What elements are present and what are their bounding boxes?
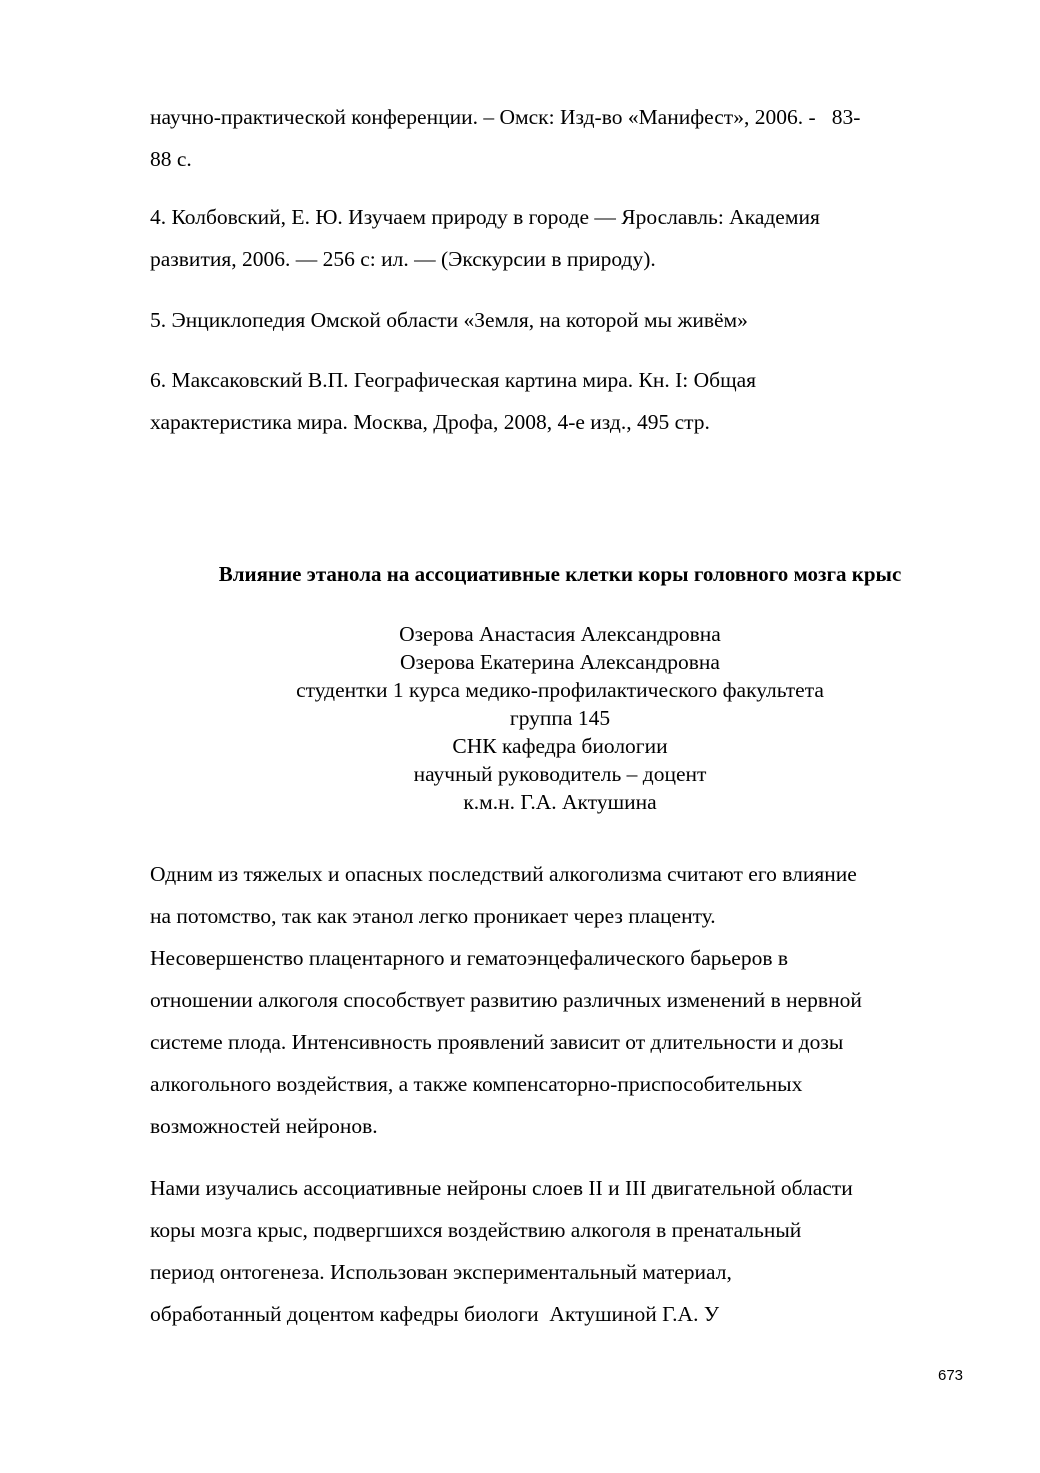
author-line: научный руководитель – доцент [413, 762, 707, 786]
author-line: Озерова Анастасия Александровна [399, 622, 721, 646]
author-line: к.м.н. Г.А. Актушина [463, 790, 657, 814]
text-line: на потомство, так как этанол легко проникает через плаценту. [150, 904, 716, 928]
text-line: 5. Энциклопедия Омской области «Земля, на которой мы живём» [150, 308, 748, 332]
text-line: 6. Максаковский В.П. Географическая картина мира. Кн. I: Общая [150, 368, 757, 392]
body-paragraph-2 [150, 1167, 980, 1335]
author-line: студентки 1 курса медико-профилактического факультета [296, 678, 824, 702]
text-line: период онтогенеза. Использован экспериментальный материал, [150, 1260, 732, 1284]
text-line: характеристика мира. Москва, Дрофа, 2008, 4-е изд., 495 стр. [150, 410, 710, 434]
text-line: обработанный доцентом кафедры биологи Актушиной Г.А. У [150, 1302, 720, 1326]
article-title: Влияние этанола на ассоциативные клетки коры головного мозга крыс [218, 562, 902, 586]
author-block [60, 620, 1040, 816]
text-line: системе плода. Интенсивность проявлений зависит от длительности и дозы [150, 1030, 844, 1054]
text-line: Нами изучались ассоциативные нейроны слоев II и III двигательной области [150, 1176, 853, 1200]
author-line: СНК кафедра биологии [452, 734, 668, 758]
body-paragraph-1 [150, 853, 980, 1147]
reference-4 [150, 196, 980, 280]
reference-3-continuation [150, 96, 980, 180]
text-line: алкогольного воздействия, а также компенсаторно-приспособительных [150, 1072, 803, 1096]
text-line: коры мозга крыс, подвергшихся воздействию алкоголя в пренатальный [150, 1218, 802, 1242]
author-line: Озерова Екатерина Александровна [400, 650, 720, 674]
text-line: 88 с. [150, 147, 192, 171]
text-line: развития, 2006. — 256 с: ил. — (Экскурсии в природу). [150, 247, 656, 271]
text-line: Несовершенство плацентарного и гематоэнцефалического барьеров в [150, 946, 789, 970]
text-line: 4. Колбовский, Е. Ю. Изучаем природу в городе — Ярославль: Академия [150, 205, 820, 229]
reference-6 [150, 359, 980, 443]
text-line: Одним из тяжелых и опасных последствий алкоголизма считают его влияние [150, 862, 857, 886]
text-line: отношении алкоголя способствует развитию различных изменений в нервной [150, 988, 862, 1012]
text-line: научно-практической конференции. – Омск: Изд-во «Манифест», 2006. - 83- [150, 105, 861, 129]
reference-5 [150, 299, 980, 341]
page-number: 673 [938, 1367, 964, 1384]
text-line: возможностей нейронов. [150, 1114, 378, 1138]
author-line: группа 145 [509, 706, 611, 730]
